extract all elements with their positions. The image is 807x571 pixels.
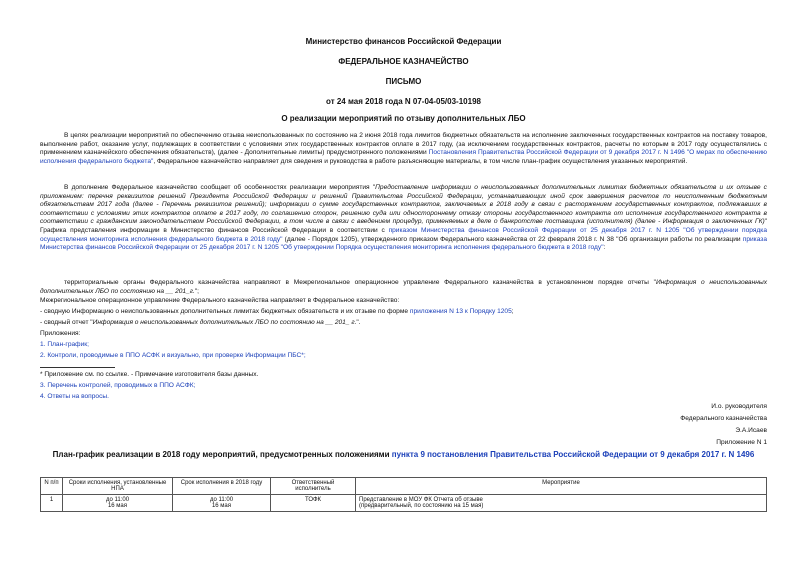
cell-num: 1 xyxy=(41,495,63,512)
col-header-num: N п/п xyxy=(41,478,63,495)
agency-title: ФЕДЕРАЛЬНОЕ КАЗНАЧЕЙСТВО xyxy=(338,57,469,66)
footnote-separator xyxy=(40,367,115,368)
p6-italic: Информация о неиспользованных дополнительных ЛБО по состоянию на __ 201_ г. xyxy=(92,319,357,326)
cell-npa-date: 16 мая xyxy=(107,503,128,509)
col-header-executor: Ответственный исполнитель xyxy=(271,478,356,495)
paragraph-1 xyxy=(40,132,767,166)
p2-text-d: : xyxy=(603,244,606,252)
p6-text-b: ". xyxy=(356,319,361,326)
signature-name: Э.А.Исаев xyxy=(735,427,767,434)
table-header-row xyxy=(41,478,767,495)
p5-text-b: ; xyxy=(511,308,514,315)
attachment-2-text[interactable]: 2. Контроли, проводимые в ППО АСФК и визуально, при проверке Информации ПБС*; xyxy=(40,352,306,359)
attachment-3-text[interactable]: 3. Перечень контролей, проводимых в ППО АСФК; xyxy=(40,382,196,389)
cell-2018-date: 16 мая xyxy=(211,503,232,509)
p2-text-b: " Графика представления информации в Министерство финансов Российской Федерации в соответствии с xyxy=(40,218,767,234)
paragraph-2 xyxy=(40,184,767,253)
paragraph-4: Межрегиональное операционное управление Федерального казначейства направляет в Федеральное казначейство: xyxy=(40,297,400,304)
attachments-title: Приложения: xyxy=(40,330,81,337)
table-row xyxy=(41,495,767,512)
cell-2018-time: до 11:00 xyxy=(209,497,234,503)
doc-type: ПИСЬМО xyxy=(385,77,422,86)
p1-text-a: В целях реализации мероприятий по обеспечению отзыва неиспользованных по состоянию на 2 июня 2018 года лимитов бюджетных обязательств на исполнение заключенных государственных контрактов на поставку товаров, выполнение работ, оказание услуг, подлежащих в соответствии с условиями этих государственных контрактов оплате в 2017 году, (за исключением государственных контрактов, расчеты по которым в 2017 году осуществлялись с применением казначейского обеспечения обязательств), (далее - Дополнительные лимиты) предусмотренного положениями xyxy=(40,132,767,157)
signature-position: И.о. руководителя xyxy=(711,403,767,410)
col-header-2018: Срок исполнения в 2018 году xyxy=(173,478,271,495)
footnote: * Приложение см. по ссылке. - Примечание изготовителя базы данных. xyxy=(40,371,259,378)
link-prikaz-1205[interactable]: приказом Министерства финансов Российской Федерации от 25 декабря 2017 г. N 1205 "Об утверждении порядка осуществления мониторинга исполнения федерального бюджета в 2018 году" xyxy=(40,226,768,243)
p2-text-a: В дополнение Федеральное казначейство сообщает об особенностях реализации мероприятия " xyxy=(64,184,376,191)
doc-date-number: от 24 мая 2018 года N 07-04-05/03-10198 xyxy=(326,97,481,106)
attachment-4-link[interactable] xyxy=(40,393,109,402)
attachment-2-link[interactable] xyxy=(40,352,306,361)
p6-text-a: - сводный отчет " xyxy=(40,319,93,326)
doc-subject: О реализации мероприятий по отзыву дополнительных ЛБО xyxy=(281,114,526,123)
appendix-label: Приложение N 1 xyxy=(716,439,767,446)
p3-text-b: "; xyxy=(194,287,200,295)
cell-npa-time: до 11:00 xyxy=(105,497,130,503)
signature-org: Федерального казначейства xyxy=(680,415,767,422)
attachment-4-text[interactable]: 4. Ответы на вопросы. xyxy=(40,393,109,400)
cell-npa xyxy=(63,495,173,512)
paragraph-3 xyxy=(40,279,767,296)
link-prilozhenie-13[interactable]: приложения N 13 к Порядку 1205 xyxy=(409,308,512,315)
plan-table xyxy=(40,477,767,512)
paragraph-5 xyxy=(40,308,514,317)
p2-text-c: (далее - Порядок 1205), утвержденного приказом Федерального казначейства от 22 февраля 2018 г. N 38 "Об организации работы по реализации xyxy=(282,235,743,243)
p2-italic: Предоставление информации о неиспользованных дополнительных лимитах бюджетных обязательств и их отзыве с приложением: перечня реквизитов решений Президента Российской Федерации и решений Правительства Российской Федерации, устанавливающих иной срок завершения расчетов по неисполненным бюджетным обязательствам 2017 года (далее - Перечень реквизитов решений); информации о сумме государственных контрактов, заключаемых в 2018 году в связи с расторжением государственных контрактов, подлежавших в соответствии с условиями этих контрактов оплате в 2017 году, по соглашению сторон, решению суда или одностороннему отказу стороны государственного контракта от исполнения государственного контракта в соответствии с гражданским законодательством Российской Федерации, в том числе в связи с введением процедур, применяемых в деле о банкротстве поставщика (исполнителя) (далее - Информация о заключенных ГК) xyxy=(40,184,767,226)
cell-event xyxy=(356,495,767,512)
cell-2018 xyxy=(173,495,271,512)
p3-italic: Информация о неиспользованных дополнительных ЛБО по состоянию на __ 201_г. xyxy=(40,279,767,295)
plan-title xyxy=(40,449,767,460)
p3-text-a: территориальные органы Федерального казначейства направляют в Межрегиональное операционное управление Федерального казначейства в установленном порядке отчеты " xyxy=(64,279,656,286)
col-header-event: Мероприятие xyxy=(356,478,767,495)
p5-text-a: - сводную Информацию о неиспользованных дополнительных лимитах бюджетных обязательств и их отзыве по форме xyxy=(40,308,410,315)
ministry-title: Министерство финансов Российской Федерации xyxy=(305,37,502,46)
cell-executor: ТОФК xyxy=(271,495,356,512)
attachment-1-link[interactable]: 1. План-график; xyxy=(40,341,89,348)
col-header-npa: Сроки исполнения, установленные НПА xyxy=(63,478,173,495)
paragraph-6 xyxy=(40,319,361,328)
link-postanovlenie-1496[interactable]: Постановления Правительства Российской Федерации от 9 декабря 2017 г. N 1496 "О мерах по обеспечению исполнения федерального бюджета" xyxy=(40,149,767,165)
attachment-3-link[interactable] xyxy=(40,382,195,391)
cell-event-line-2: (предварительный, по состоянию на 15 мая) xyxy=(359,503,484,509)
link-punkt-9[interactable]: пункта 9 постановления Правительства Российской Федерации от 9 декабря 2017 г. N 1496 xyxy=(391,450,755,459)
cell-event-line-1: Представление в МОУ ФК Отчета об отзыве xyxy=(359,497,483,503)
plan-title-text: План-график реализации в 2018 году мероприятий, предусмотренных положениями xyxy=(52,450,392,459)
link-prikaz-1205-poryadok[interactable]: приказа Министерства финансов Российской Федерации от 25 декабря 2017 г. N 1205 "Об утверждении Порядка осуществления мониторинга исполнения федерального бюджета в 2018 году" xyxy=(40,235,767,252)
p1-text-b: , Федеральное казначейство направляет для сведения и руководства в работе разъясняющие материалы, в том числе план-график осуществления указанных мероприятий. xyxy=(153,157,688,165)
